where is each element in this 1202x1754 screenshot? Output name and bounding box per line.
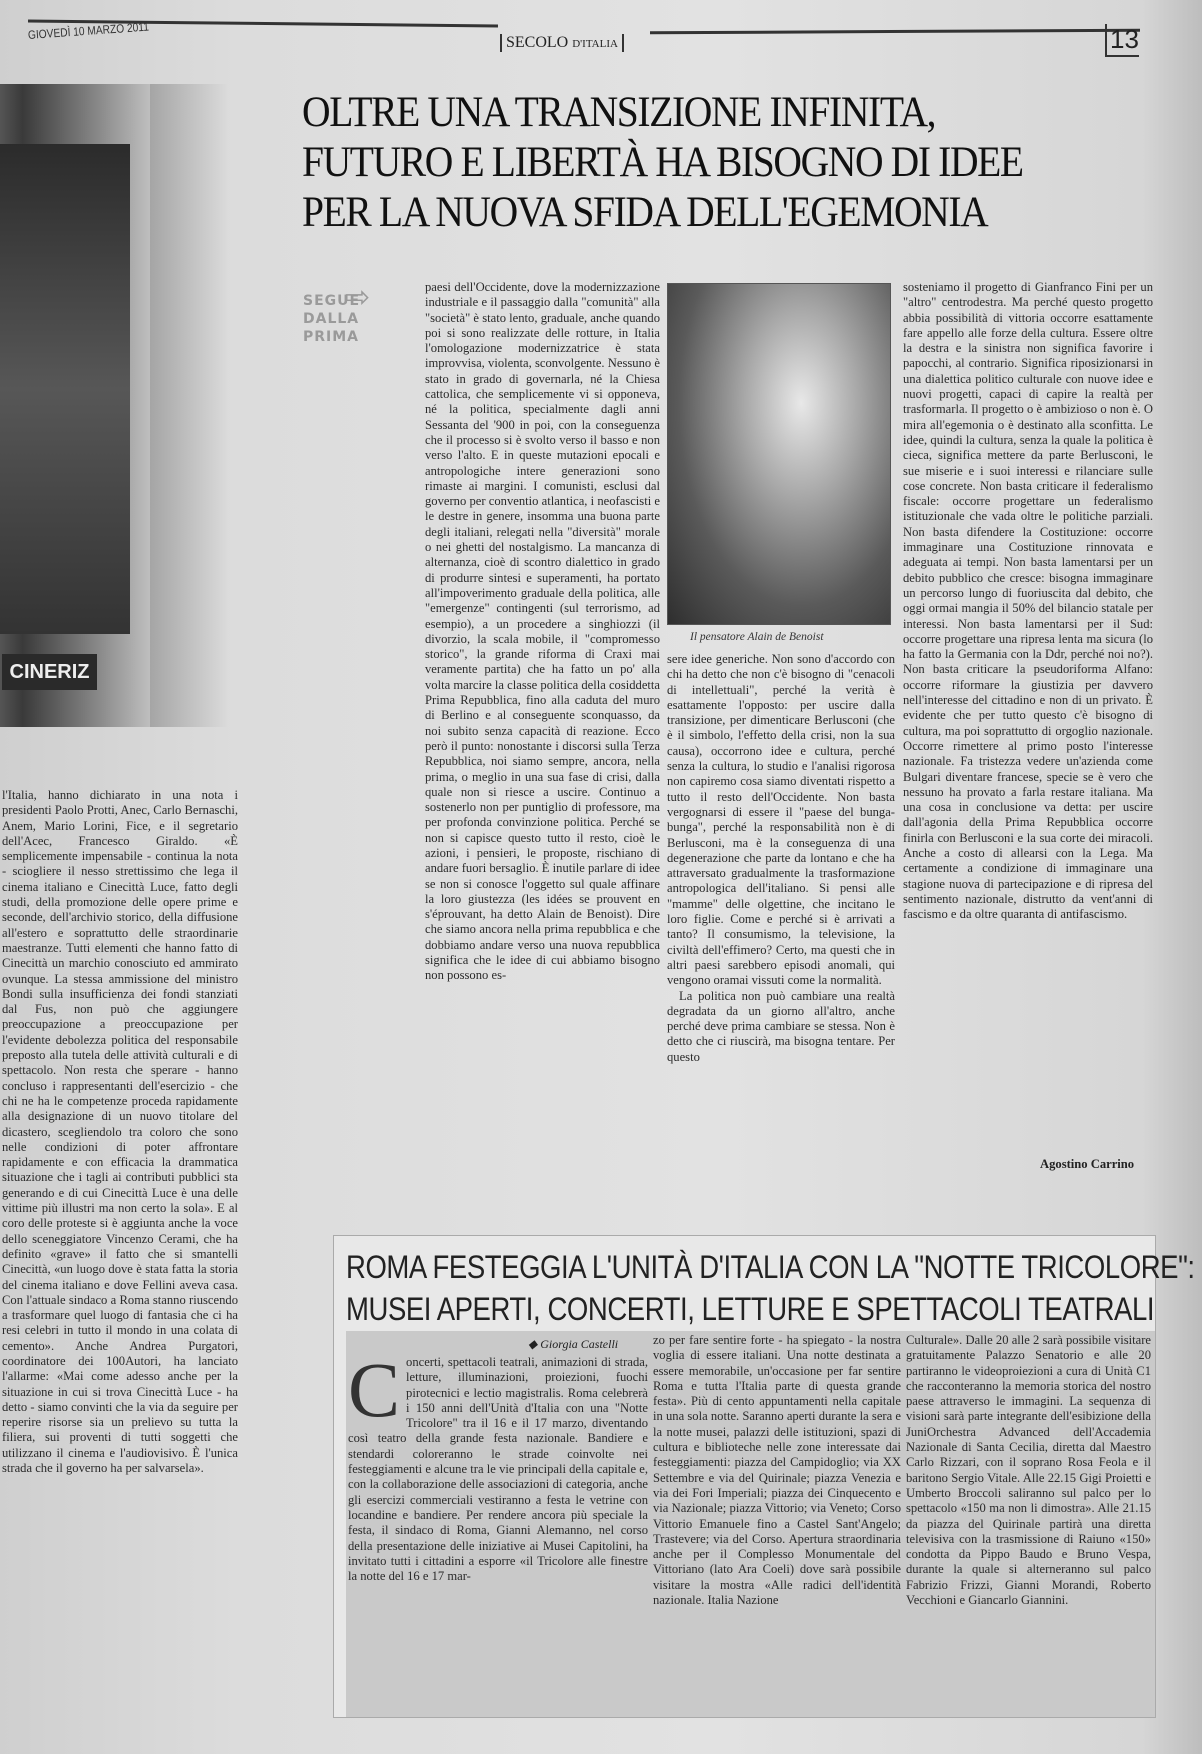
paragraph: paesi dell'Occidente, dove la modernizzazione industriale e il passaggio dalla "comunità" alla "società" è stato lento, graduale, anche quando poi si sono realizzate delle rotture, in Italia l'omologazione modernizzatrice è stata improvvisa, violenta, sconvolgente. Nessuno è stato in grado di governarla, né la Chiesa cattolica, che semplicemente vi si opponeva, né la politica, specialmente dagli anni Sessanta del '900 in poi, con la conseguenza che il processo si è svolto verso il basso e non verso l'alto. E in queste mutazioni epocali e antropologiche intere generazioni sono rimaste ai margini. I comunisti, esclusi dal governo per conventio atlantica, i neofascisti e le destre in genere, insomma una buona parte degli italiani, relegati nella "diversità" morale o nei ghetti del nostalgismo. La mancanza di alternanza, cioè di scontro dialettico in grado di produrre sintesi e superamenti, ha portato all'impoverimento graduale della politica, alle "emergenze" contingenti (sul terrorismo, ad esempio), a un procedere a singhiozzi (il divorzio, la scala mobile, il "compromesso storico", la grande riforma di Craxi mai veramente partita) che ha fatto un po' alla volta marcire la classe politica della cosiddetta Prima Repubblica, fino alla caduta del muro di Berlino e al conseguente sconquasso, da noi subito senza capacità di reazione. Ecco però il punto: nonostante i discorsi sulla Terza Repubblica, noi siamo sempre, ancora, nella prima, o meglio in una sua fase di crisi, dalla quale non si riesce a uscire. Continuo a sostenerlo non per puntiglio di professore, ma per profonda convinzione politica. Perché se non si capisce questo tutto il resto, cioè le azioni, i pensieri, le proposte, rischiano di andare fuori bersaglio. È inutile parlare di idee se non si conosce l'oggetto sul quale affinare la loro giustezza (les idées se prouvent en s'éprouvant, ha detto Alain de Benoist). Dire che siamo ancora nella prima repubblica e che dobbiamo andare verso una nuova repubblica significa che le idee di cui abbiamo bisogno non possono es- [425, 280, 660, 983]
photo-caption: Il pensatore Alain de Benoist [690, 631, 824, 643]
masthead-main: SECOLO [506, 34, 569, 51]
segue-word: SEGUE [303, 293, 361, 309]
headline-line: PER LA NUOVA SFIDA DELL'EGEMONIA [302, 189, 988, 236]
main-headline [302, 88, 1084, 238]
bottom-column-2 [653, 1333, 901, 1608]
paragraph: sosteniamo il progetto di Gianfranco Fini per un "altro" centrodestra. Ma perché questo progetto abbia possibilità di vittoria occorre esattamente fare appello alle forze della cultura. Essere oltre la destra e la sinistra non significa favorire i papocchi, al contrario. Significa riposizionarsi in una dialettica politico culturale con nuove idee e nuovi progetti, capaci di capire la realtà per trasformarla. Il progetto o è ambizioso o non è. O mira all'egemonia o è destinato alla sconfitta. Le idee, quindi la cultura, senza la quale la politica è cieca, significa mettere da parte Berlusconi, le sue miserie e i suoi interessi e rilanciare sulle cose concrete. Non basta criticare il federalismo fiscale: occorre progettare un federalismo istituzionale che vada oltre le politiche parziali. Non basta difendere la Costituzione: occorre immaginare una Costituzione rinnovata e adeguata ai tempi. Non basta lamentarsi per un debito pubblico che cresce: bisogna immaginare un percorso lungo di fuoriuscita dal debito, che oggi ormai mangia il 50% del bilancio statale per interessi. Non basta lamentarsi per il Sud: occorre progettare una ripresa lenta ma sicura (lo ha fatto la Germania con la Ddr, perché noi no?). Non basta criticare la pseudoriforma Alfano: occorre riformare la giustizia per davvero nell'interesse del cittadino e non di un privato. È evidente che per tutto questo c'è bisogno di cultura, ma poi soprattutto di orgoglio nazionale. Occorre rimettere al primo posto l'interesse nazionale. Fa tristezza vedere un'azienda come Bulgari diventare francese, specie se è vero che nessuno ha provato a farla restare italiana. Ma una cosa in conclusione va detta: per uscire dall'agonia della Prima Repubblica occorre finirla con Berlusconi e la sua corte dei miracoli. Anche a costo di allearsi con la Lega. Ma certamente a condizione di immaginare una stagione nuova di partecipazione e di ripresa del sentimento nazionale, distrutto da vent'anni di fascismo e da oltre quaranta di antifascismo. [903, 280, 1153, 922]
paragraph: oncerti, spettacoli teatrali, animazioni di strada, letture, illuminazioni, proiezioni, fuochi pirotecnici e lectio magistralis. Roma celebrerà i 150 anni dell'Unità d'Italia con una "Notte Tricolore" tra il 16 e il 17 marzo, diventando così teatro della grande festa nazionale. Bandiere e stendardi coloreranno le strade coinvolte nei festeggiamenti e alcune tra le vie principali della capitale e, con la collaborazione delle associazioni di categoria, anche gli esercizi commerciali vestiranno a festa le vetrine con locandine e bandiere. Per rendere ancora più speciale la festa, il sindaco di Roma, Gianni Alemanno, nel corso della presentazione delle iniziative ai Musei Capitolini, ha invitato tutti i cittadini a esporre «il Tricolore alle finestre la notte del 16 e 17 mar- [348, 1355, 648, 1584]
masthead [500, 34, 624, 52]
headline-line: FUTURO E LIBERTÀ HA BISOGNO DI IDEE [302, 139, 1023, 186]
byline-name: Giorgia Castelli [540, 1337, 619, 1351]
left-article-column [2, 788, 238, 1476]
headline-line: OLTRE UNA TRANSIZIONE INFINITA, [302, 89, 936, 136]
alain-de-benoist-photo [667, 283, 891, 625]
paragraph: zo per fare sentire forte - ha spiegato - la nostra voglia di essere italiani. Una notte destinata a essere memorabile, un'occasione per far sentire Roma e tutta l'Italia parte di questa grande festa». Più di cento appuntamenti nella capitale in una sola notte. Saranno aperti durante la sera e la notte musei, palazzi delle istituzioni, spazi di cultura e biblioteche nelle zone interessate dai festeggiamenti: piazza del Campidoglio; via XX Settembre e via del Quirinale; piazza Venezia e via dei Fori Imperiali; piazza dei Cinquecento e via Nazionale; piazza Vittorio; via Veneto; Corso Vittorio Emanuele fino a Castel Sant'Angelo; Trastevere; via del Corso. Apertura straordinaria anche per il Complesso Monumentale del Vittoriano (lato Ara Coeli) dove sarà possibile visitare la mostra «Alle radici dell'identità nazionale. Italia Nazione [653, 1333, 901, 1608]
main-article-column-3 [903, 280, 1153, 922]
main-article-column-2 [667, 652, 895, 1065]
main-article-column-1 [425, 280, 660, 984]
bottom-column-1 [348, 1346, 648, 1584]
bullet-icon: ◆ [528, 1337, 541, 1351]
segue-word: PRIMA [303, 329, 360, 345]
photo-poster-frame [0, 144, 130, 634]
title-line: ROMA FESTEGGIA L'UNITÀ D'ITALIA CON LA "NOTTE TRICOLORE": [346, 1249, 1195, 1285]
title-line: MUSEI APERTI, CONCERTI, LETTURE E SPETTACOLI TEATRALI [346, 1291, 1155, 1327]
paragraph: Culturale». Dalle 20 alle 2 sarà possibile visitare gratuitamente Palazzo Senatorio e alle 20 partiranno le videoproiezioni a cura di Unità C1 che racconteranno la memoria storica del nostro paese attraverso le immagini. La sequenza di visioni sarà parte integrante dell'esibizione della JuniOrchestra Advanced dell'Accademia Nazionale di Santa Cecilia, diretta dal Maestro Carlo Rizzari, con il soprano Rosa Feola e il baritono Sergio Vitale. Alle 22.15 Gigi Proietti e Umberto Broccoli saliranno sul palco per lo spettacolo «150 ma non li dimostra». Alle 21.15 da piazza del Quirinale partirà una diretta televisiva con la trasmissione di Raiuno «150» condotta da Pippo Baudo e Bruno Vespa, durante la quale si alterneranno sul palco Fabrizio Frizzi, Gianni Morandi, Roberto Vecchioni e Giancarlo Giannini. [906, 1333, 1151, 1608]
bottom-article-box [333, 1235, 1195, 1718]
bottom-article-title [346, 1246, 1195, 1330]
segue-word: DALLA [303, 311, 360, 327]
author-signature: Agostino Carrino [1040, 1157, 1135, 1171]
paragraph: l'Italia, hanno dichiarato in una nota i presidenti Paolo Protti, Anec, Carlo Bernaschi, Anem, Mario Lorini, Fice, e il segretario dell'Acec, Francesco Giraldo. «È semplicemente impensabile - continua la nota - sciogliere il nesso strettissimo che lega il cinema italiano e Cinecittà Luce, fatto degli studi, della promozione delle opere prime e seconde, dell'archivio storico, della diffusione all'estero e soprattutto delle straordinarie maestranze. Tutti elementi che hanno fatto di Cinecittà un marchio conosciuto ed ammirato ovunque. La stessa ammissione del ministro Bondi sulla insufficienza dei fondi stanziati dal Fus, non può che aggiungere preoccupazione a preoccupazione per l'evidente debolezza politica del responsabile preposto alla tutela delle attività culturali e di spettacolo. Non resta che sperare - hanno concluso i rappresentanti dell'esercizio - che chi ne ha le competenze proceda rapidamente alla designazione di un nuovo titolare del dicastero, scegliendolo tra coloro che sono nelle condizioni di poter affrontare rapidamente e con efficacia la drammatica situazione che i tagli ai contributi pubblici sta generando e di cui Cinecittà Luce è una delle vittime più illustri ma non certo la sola». E al coro delle proteste si è aggiunta anche la voce dello sceneggiatore Vincenzo Cerami, che ha definito «grave» il fatto che si smantelli Cinecittà, «un luogo dove è stata fatta la storia del cinema italiano e dove Fellini aveva casa. Con l'attuale sindaco a Roma stanno riuscendo a trasformare quel luogo di fantasia che ci ha resi celebri in tutto il mondo in una colata di cemento». Anche Andrea Purgatori, coordinatore dei 100Autori, ha lanciato l'allarme: «Mai come adesso anche per la situazione in cui si trova Cinecittà Luce - ha detto - siamo convinti che la via da seguire per reperire risorse sia un prelievo su tutta la filiera, sui proventi di tutti soggetti che utilizzano il cinema e l'audiovisivo. È l'unica strada che il governo ha per salvarsela». [2, 788, 238, 1476]
issue-date: GIOVEDÌ 10 MARZO 2011 [27, 19, 150, 42]
masthead-sub: D'ITALIA [572, 38, 618, 50]
bottom-article-body [346, 1331, 1155, 1717]
bottom-column-3 [906, 1333, 1151, 1608]
cineriz-logo: CINERIZ [2, 654, 97, 690]
page-number: 13 [1105, 24, 1139, 57]
byline [528, 1337, 618, 1352]
paragraph: La politica non può cambiare una realtà degradata da un giorno all'altro, anche perché deve prima cambiare se stessa. Non è detto che ci riuscirà, ma bisogna tentare. Per questo [667, 988, 895, 1064]
photo-door [150, 84, 227, 727]
arrow-right-icon: ⇨ [345, 281, 371, 314]
drop-cap: C [348, 1346, 401, 1433]
paragraph: sere idee generiche. Non sono d'accordo con chi ha detto che non c'è bisogno di "cenacoli di intellettuali", perché la verità è esattamente l'opposto: per uscire dalla transizione, per dimenticare Berlusconi (che è il simbolo, l'effetto della crisi, non la sua causa), occorrono idee e cultura, perché senza la cultura, lo studio e l'analisi rigorosa non capiremo cosa siamo diventati rispetto a tutto il resto dell'Occidente. Non basta vergognarsi di essere il "paese del bunga-bunga", perché la responsabilità non è di Berlusconi, ma è la conseguenza di una degenerazione che parte da lontano e che ha attraversato gradualmente la trasformazione antropologica dell'italiano. Si pensi alle "mamme" delle olgettine, che incitano le loro figlie. Come e perché si è arrivati a tanto? Il consumismo, la televisione, la civiltà dell'effimero? Certo, ma questi che in altri paesi sarebbero episodi anomali, qui vengono oramai vissuti come la normalità. [667, 652, 895, 988]
header-rule-right [650, 29, 1140, 35]
cinecitta-photo [0, 84, 227, 727]
